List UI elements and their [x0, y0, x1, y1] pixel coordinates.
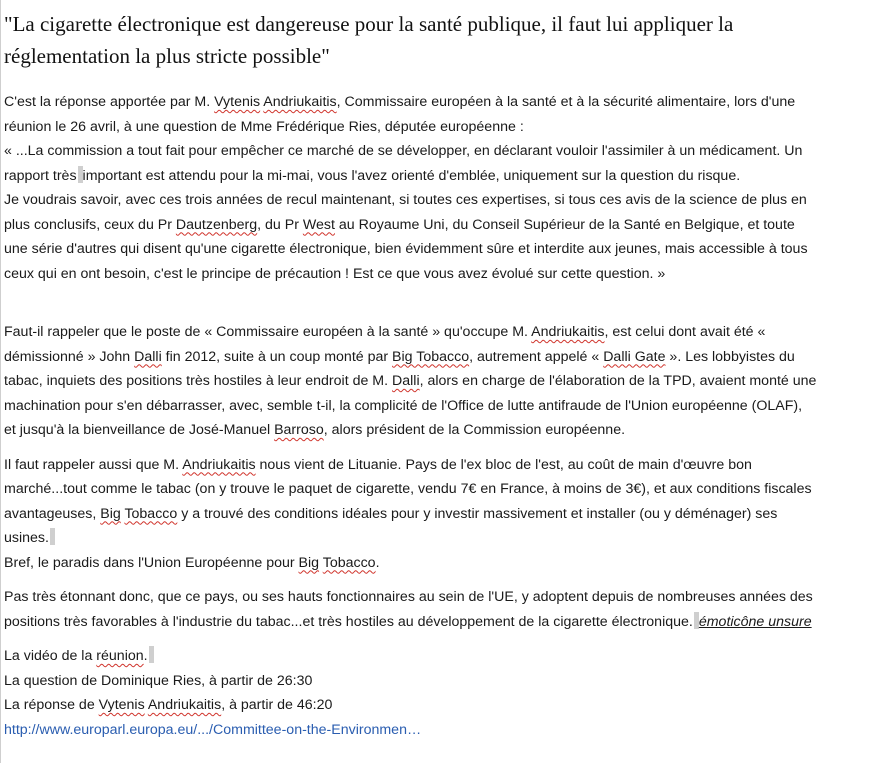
title-line: "La cigarette électronique est dangereuse pour la santé publique, il faut lui appliquer la	[4, 12, 734, 36]
text-cursor	[50, 528, 55, 545]
text-line	[4, 718, 882, 743]
text-line: ceux qui en ont besoin, c'est le principe de précaution ! Est ce que vous avez évolué sur cette question. »	[4, 265, 666, 282]
text-line	[4, 213, 882, 238]
text-run: .	[143, 648, 148, 664]
paragraph-1	[4, 90, 882, 286]
text-line	[4, 453, 882, 478]
paragraph-4	[4, 585, 882, 634]
text-line: Pas très étonnant donc, que ce pays, ou ses hauts fonctionnaires au sein de l'UE, y adoptent depuis de nombreuses années des	[4, 589, 813, 605]
text-line	[4, 345, 882, 370]
text-run: Bref, le paradis dans l'Union Européenne pour	[4, 554, 299, 571]
text-run: La réponse de	[4, 697, 99, 713]
text-line	[4, 369, 882, 394]
text-line	[4, 526, 882, 551]
text-line: une série d'autres qui disent qu'une cigarette électronique, bien évidemment sûre et interdite aux jeunes, mais accessible à tous	[4, 241, 808, 257]
text-run: y a trouvé des conditions idéales pour y investir massivement et installer (ou y déménager) ses	[177, 505, 778, 522]
text-run: démissionné » John	[4, 348, 135, 365]
text-line: « ...La commission a tout fait pour empêcher ce marché de se développer, en déclarant vouloir l'assimiler à un médicament. Un	[4, 143, 803, 159]
text-line	[4, 693, 882, 718]
text-run: au Royaume Uni, du Conseil Supérieur de la Santé en Belgique, et toute	[334, 216, 795, 233]
text-run: Il faut rappeler aussi que M.	[4, 456, 183, 473]
text-run: Faut-il rappeler que le poste de « Commissaire européen à la santé » qu'occupe M.	[4, 324, 532, 340]
text-run: , alors président de la Commission européenne.	[323, 422, 626, 438]
text-line: réunion le 26 avril, à une question de Mme Frédérique Ries, députée européenne :	[4, 118, 524, 135]
text-line	[4, 418, 882, 443]
text-run: , est celui dont avait été «	[604, 324, 766, 340]
misspelled-word[interactable]: Dautzenberg	[175, 216, 258, 233]
text-run: , autrement appelé «	[469, 348, 604, 365]
text-run: nous vient de Lituanie. Pays de l'ex bloc de l'est, au coût de main d'œuvre bon	[255, 456, 752, 473]
paragraph-3	[4, 453, 882, 576]
text-run: .	[375, 554, 380, 571]
misspelled-word[interactable]: Barroso	[274, 422, 324, 438]
text-run: , à partir de 46:20	[221, 697, 333, 713]
misspelled-word[interactable]: Dalli	[392, 373, 420, 389]
text-line: Je voudrais savoir, avec ces trois années de recul maintenant, si toutes ces expertises, si tous ces avis de la science de plus en	[4, 192, 807, 208]
misspelled-word[interactable]: réunion	[96, 648, 144, 664]
misspelled-word[interactable]: Andriukaitis	[531, 324, 605, 340]
text-run: , Commissaire européen à la santé et à la sécurité alimentaire, lors d'une	[336, 94, 796, 110]
text-line: machination pour s'en débarrasser, avec, semble t-il, la complicité de l'Office de lutte antifraude de l'Union européenne (OLAF),	[4, 397, 803, 414]
text-run: , alors en charge de l'élaboration de la TPD, avaient monté une	[419, 373, 817, 389]
paragraph-spacer	[4, 443, 882, 453]
text-line	[4, 90, 882, 115]
text-line: marché...tout comme le tabac (on y trouve le paquet de cigarette, vendu 7€ en France, à moins de 3€), et aux conditions fiscales	[4, 481, 812, 497]
title-line: réglementation la plus stricte possible"	[4, 44, 330, 68]
text-run: ». Les lobbyistes du	[665, 348, 795, 365]
misspelled-word[interactable]: Dalli Gate	[603, 348, 666, 365]
text-run: important est attendu pour la mi-mai, vous l'avez orienté d'emblée, uniquement sur la question du risque.	[82, 167, 741, 184]
text-run: plus conclusifs, ceux du Pr	[4, 216, 176, 233]
text-run: rapport très	[4, 167, 77, 184]
article-title	[4, 8, 874, 72]
paragraph-5	[4, 644, 882, 742]
text-run: positions très favorables à l'industrie du tabac...et très hostiles au développement de la cigarette électronique.	[4, 613, 693, 630]
misspelled-word[interactable]: Vytenis	[214, 94, 261, 110]
text-line	[4, 320, 882, 345]
text-line	[4, 551, 882, 576]
europarl-link[interactable]: http://www.europarl.europa.eu/.../Committee-on-the-Environmen…	[4, 721, 422, 738]
text-run: usines.	[4, 530, 49, 546]
text-run: tabac, inquiets des positions très hostiles à leur endroit de M.	[4, 373, 393, 389]
misspelled-word[interactable]: Andriukaitis	[263, 94, 337, 110]
misspelled-word[interactable]: Dalli	[134, 348, 162, 365]
text-run: , du Pr	[257, 216, 303, 233]
text-run: La vidéo de la	[4, 648, 97, 664]
text-run: fin 2012, suite à un coup monté par	[161, 348, 393, 365]
misspelled-word[interactable]: Tobacco	[322, 554, 376, 571]
misspelled-word[interactable]: Tobacco	[124, 505, 178, 522]
misspelled-word[interactable]: Vytenis	[98, 697, 145, 713]
misspelled-word[interactable]: Big	[298, 554, 320, 571]
emoticon-unsure-link[interactable]: émoticône unsure	[698, 613, 812, 630]
text-line	[4, 502, 882, 527]
text-line: La question de Dominique Ries, à partir de 26:30	[4, 672, 313, 689]
text-run: C'est la réponse apportée par M.	[4, 94, 215, 110]
paragraph-spacer	[4, 634, 882, 644]
paragraph-spacer	[4, 286, 882, 320]
misspelled-word[interactable]: West	[302, 216, 335, 233]
misspelled-word[interactable]: Big Tobacco	[392, 348, 470, 365]
article-body[interactable]	[4, 90, 882, 742]
misspelled-word[interactable]: Big	[100, 505, 121, 522]
misspelled-word[interactable]: Andriukaitis	[182, 456, 256, 473]
text-line	[4, 164, 882, 189]
paragraph-2	[4, 320, 882, 443]
text-line	[4, 644, 882, 669]
text-run: et jusqu'à la bienveillance de José-Manuel	[4, 422, 275, 438]
text-run: avantageuses,	[4, 505, 101, 522]
misspelled-word[interactable]: Andriukaitis	[147, 697, 222, 713]
paragraph-spacer	[4, 575, 882, 585]
text-line	[4, 610, 882, 635]
text-cursor	[149, 646, 154, 663]
